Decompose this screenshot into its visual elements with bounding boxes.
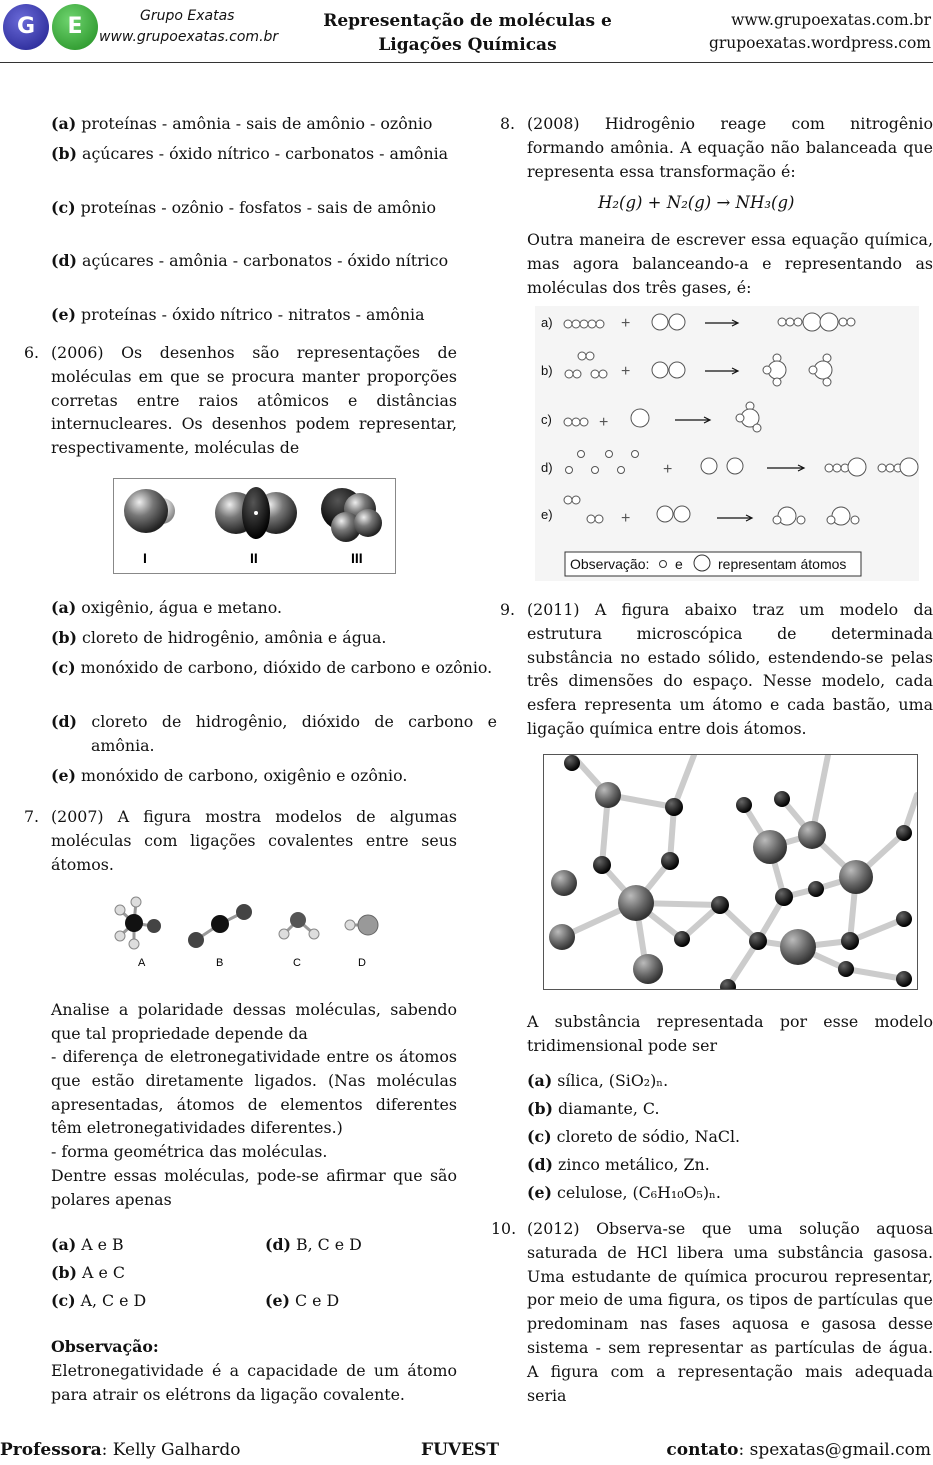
fig-label-iii: III [351,550,363,566]
q7-molecules-svg [112,888,392,972]
q8-stem: (2008) Hidrogênio reage com nitrogênio formando amônia. A equação não balanceada que representa essa transformação é: [527,114,933,181]
option-text: açúcares - óxido nítrico - carbonatos - amônia [82,144,449,163]
molecule-b [188,904,252,948]
option-text: proteínas - amônia - sais de amônio - ozônio [81,114,433,133]
q8-equation: H₂(g) + N₂(g) → NH₃(g) [598,193,795,212]
footer-teacher-label: Professora [0,1440,102,1460]
option-letter: (c) [527,1127,552,1146]
q9-option-c [527,1125,933,1149]
option-letter: (c) [51,658,76,677]
option-text: proteínas - ozônio - fosfatos - sais de amônio [80,198,436,217]
q5-option-c [51,196,497,220]
q7-option-e [265,1289,495,1313]
molecule-d [345,915,378,935]
site-link[interactable]: www.grupoexatas.com.br [731,11,931,29]
title-line1: Representação de moléculas e [323,11,612,31]
q7-stem: (2007) A figura mostra modelos de algumas moléculas com ligações covalentes entre seus átomos. [51,807,457,874]
row-label-a: a) [541,315,553,330]
option-letter: (b) [527,1099,553,1118]
option-text: B, C e D [296,1235,362,1254]
q9-option-b [527,1097,933,1121]
option-text: monóxido de carbono, oxigênio e ozônio. [81,766,408,785]
fig-label-ii: II [250,550,258,566]
q6-option-b [51,626,497,650]
q5-option-e [51,303,497,327]
q8-number: 8. [500,114,516,133]
row-label-e: e) [541,507,553,522]
brand-name: Grupo Exatas [140,8,235,24]
logo-g-circle [3,4,49,50]
q6-number: 6. [24,343,40,362]
note-text-start: Observação: [570,556,650,572]
q7-body-3: - forma geométrica das moléculas. [51,1142,328,1161]
molecule-c [279,912,319,939]
q7-option-a [51,1233,291,1257]
q9-crystal-svg [544,755,917,989]
footer-contact-label: contato [666,1440,739,1460]
q5-option-d [51,249,497,273]
row-label-c: c) [541,412,552,427]
footer-exam: FUVEST [421,1440,499,1460]
q6-stem: (2006) Os desenhos são representações de moléculas em que se procura manter proporções corretas entre raios atômicos e distâncias internucleares. Os desenhos podem representar, respectivamente, moléculas de [51,343,457,458]
q7-number: 7. [24,807,40,826]
svg-text:+: + [621,315,631,332]
option-text: cloreto de hidrogênio, amônia e água. [82,628,387,647]
option-letter: (e) [265,1291,290,1310]
q6-figure [113,478,396,574]
fig-label-c: C [293,957,301,969]
option-text: diamante, C. [558,1099,660,1118]
q7-option-c [51,1289,291,1313]
option-letter: (b) [51,628,77,647]
svg-text:+: + [663,461,673,478]
q6-molecules-svg [114,479,395,573]
option-text: oxigênio, água e metano. [81,598,282,617]
fig-label-a: A [138,957,146,969]
option-letter: (c) [51,198,76,217]
footer-contact-email[interactable]: : spexatas@gmail.com [738,1440,931,1460]
q6-option-a [51,596,497,620]
option-text: cloreto de sódio, NaCl. [556,1127,741,1146]
brand-url: www.grupoexatas.com.br [99,29,279,45]
q7-body-4: Dentre essas moléculas, pode-se afirmar que são polares apenas [51,1166,457,1209]
option-letter: (a) [527,1071,553,1090]
fig-label-d: D [358,957,366,969]
title-line2: Ligações Químicas [378,35,557,55]
q7-figure [112,888,392,972]
option-text: monóxido de carbono, dióxido de carbono e ozônio. [80,658,493,677]
fig-label-i: I [143,550,147,566]
option-letter: (d) [51,712,77,731]
q7-note-title: Observação: [51,1337,159,1356]
q7-body-2: - diferença de eletronegatividade entre os átomos que estão diretamente ligados. (Nas moléculas apresentadas, átomos de elementos diferentes têm eletronegatividades diferentes.) [51,1047,457,1138]
option-letter: (d) [265,1235,291,1254]
note-text-mid: e [675,556,683,572]
option-letter: (e) [51,766,76,785]
q9-stem: (2011) A figura abaixo traz um modelo da estrutura microscópica de determinada substância no estado sólido, estendendo-se pelas três dimensões do espaço. Nesse modelo, cada esfera representa um átomo e cada bastão, uma ligação química entre dois átomos. [527,600,933,738]
molecule-i [124,489,175,533]
q7-note-text: Eletronegatividade é a capacidade de um átomo para atrair os elétrons da ligação covalente. [51,1361,457,1404]
q5-option-b [51,142,497,166]
page-title [300,9,635,57]
logo-g-letter: G [16,14,36,39]
fig-label-b: B [216,957,224,969]
option-text: zinco metálico, Zn. [558,1155,710,1174]
q6-option-e [51,764,497,788]
molecule-iii [321,488,382,542]
q8-figure-note [565,552,861,576]
option-text: A, C e D [80,1291,147,1310]
q7-body-1: Analise a polaridade dessas moléculas, sabendo que tal propriedade depende da [51,1000,457,1043]
q8-reactions-svg [535,306,919,581]
q7-option-d [265,1233,495,1257]
svg-text:+: + [621,510,631,527]
q9-stem2: A substância representada por esse modelo tridimensional pode ser [527,1012,933,1055]
q9-crystal-figure [543,754,918,990]
footer-teacher-name: : Kelly Galhardo [101,1440,241,1460]
q9-option-e [527,1181,933,1205]
option-letter: (b) [51,144,77,163]
option-letter: (e) [527,1183,552,1202]
option-text: A e B [81,1235,124,1254]
molecule-a [115,897,161,949]
molecule-ii [215,487,297,539]
page-header [0,0,933,63]
note-text-end: representam átomos [718,556,847,572]
q9-number: 9. [500,600,516,619]
footer-contact [666,1440,931,1460]
option-letter: (e) [51,305,76,324]
option-letter: (d) [51,251,77,270]
q10-stem: (2012) Observa-se que uma solução aquosa saturada de HCl libera uma substância gasosa. Uma estudante de química procurou representar, por meio de uma figura, os tipos de partículas que predominam nas fases aquosa e gasosa desse sistema - sem representar as partículas de água. A figura com a representação mais adequada seria [527,1219,933,1405]
svg-text:+: + [599,414,609,431]
option-letter: (a) [51,598,77,617]
q10-number: 10. [491,1219,517,1238]
q9-option-a [527,1069,933,1093]
option-text: A e C [82,1263,125,1282]
option-text: açúcares - amônia - carbonatos - óxido nítrico [82,251,449,270]
option-text: proteínas - óxido nítrico - nitratos - amônia [81,305,425,324]
logo-e-letter: E [67,14,83,39]
option-letter: (a) [51,1235,77,1254]
option-letter: (c) [51,1291,76,1310]
row-label-b: b) [541,363,553,378]
q6-option-d [51,710,497,758]
q8-stem2: Outra maneira de escrever essa equação química, mas agora balanceando-a e representando as moléculas dos três gases, é: [527,230,933,297]
q7-option-b [51,1261,291,1285]
row-label-d: d) [541,460,553,475]
header-links [709,9,931,55]
option-letter: (d) [527,1155,553,1174]
q6-option-c [51,656,497,680]
svg-text:+: + [621,363,631,380]
blog-link[interactable]: grupoexatas.wordpress.com [708,34,931,52]
option-letter: (b) [51,1263,77,1282]
q5-option-a [51,112,497,136]
q9-option-d [527,1153,933,1177]
option-letter: (a) [51,114,77,133]
option-text: C e D [295,1291,340,1310]
option-text: cloreto de hidrogênio, dióxido de carbono e amônia. [91,712,497,755]
logo-e-circle [52,4,98,50]
footer-teacher [0,1440,240,1460]
option-text: sílica, (SiO₂)ₙ. [557,1071,669,1090]
option-text: celulose, (C₆H₁₀O₅)ₙ. [557,1183,721,1202]
q8-figure [535,306,919,581]
